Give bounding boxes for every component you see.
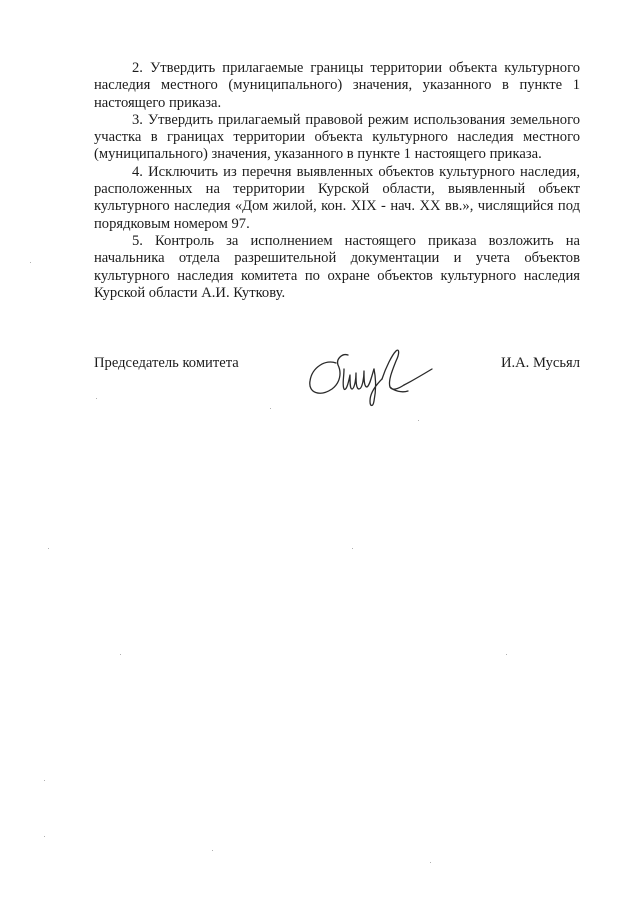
signatory-position: Председатель комитета [94,355,239,371]
scan-speck [120,654,121,655]
paragraph-number: 5. [132,232,143,249]
scan-speck [96,398,97,399]
paragraph-number: 2. [132,60,143,76]
signatory-name: И.А. Мусьял [500,355,580,371]
paragraph-text: Утвердить прилагаемые границы территории объекта культурного наследия местного (муниципального) значения, указанного в пункте 1 настоящего приказа. [94,60,580,111]
scan-speck [506,654,507,655]
paragraph-4 [94,164,580,233]
scan-speck [44,836,45,837]
signature-block [94,355,580,415]
scan-speck [212,850,213,851]
handwritten-signature [304,345,439,410]
document-body [94,60,580,302]
scan-speck [44,780,45,781]
paragraph-5 [94,233,580,302]
paragraph-text: Исключить из перечня выявленных объектов культурного наследия, расположенных на территории Курской области, выявленный объект культурного наследия «Дом жилой, кон. XIX - нач. XX вв.», числящийся под порядковым номером 97. [94,163,580,232]
paragraph-text: Контроль за исполнением настоящего приказа возложить на начальника отдела разрешительной документации и учета объектов культурного наследия комитета по охране объектов культурного наследия Курской области А.И. Куткову. [94,232,580,301]
paragraph-number: 3. [132,111,143,128]
paragraph-3 [94,112,580,164]
scan-speck [430,862,431,863]
scan-speck [30,262,31,263]
paragraph-number: 4. [132,163,143,180]
paragraph-text: Утвердить прилагаемый правовой режим использования земельного участка в границах территории объекта культурного наследия местного (муниципального) значения, указанного в пункте 1 настоящего приказа. [94,111,580,163]
scan-speck [352,548,353,549]
scan-speck [270,408,271,409]
paragraph-2 [94,60,580,112]
scan-speck [418,420,419,421]
scan-speck [48,548,49,549]
